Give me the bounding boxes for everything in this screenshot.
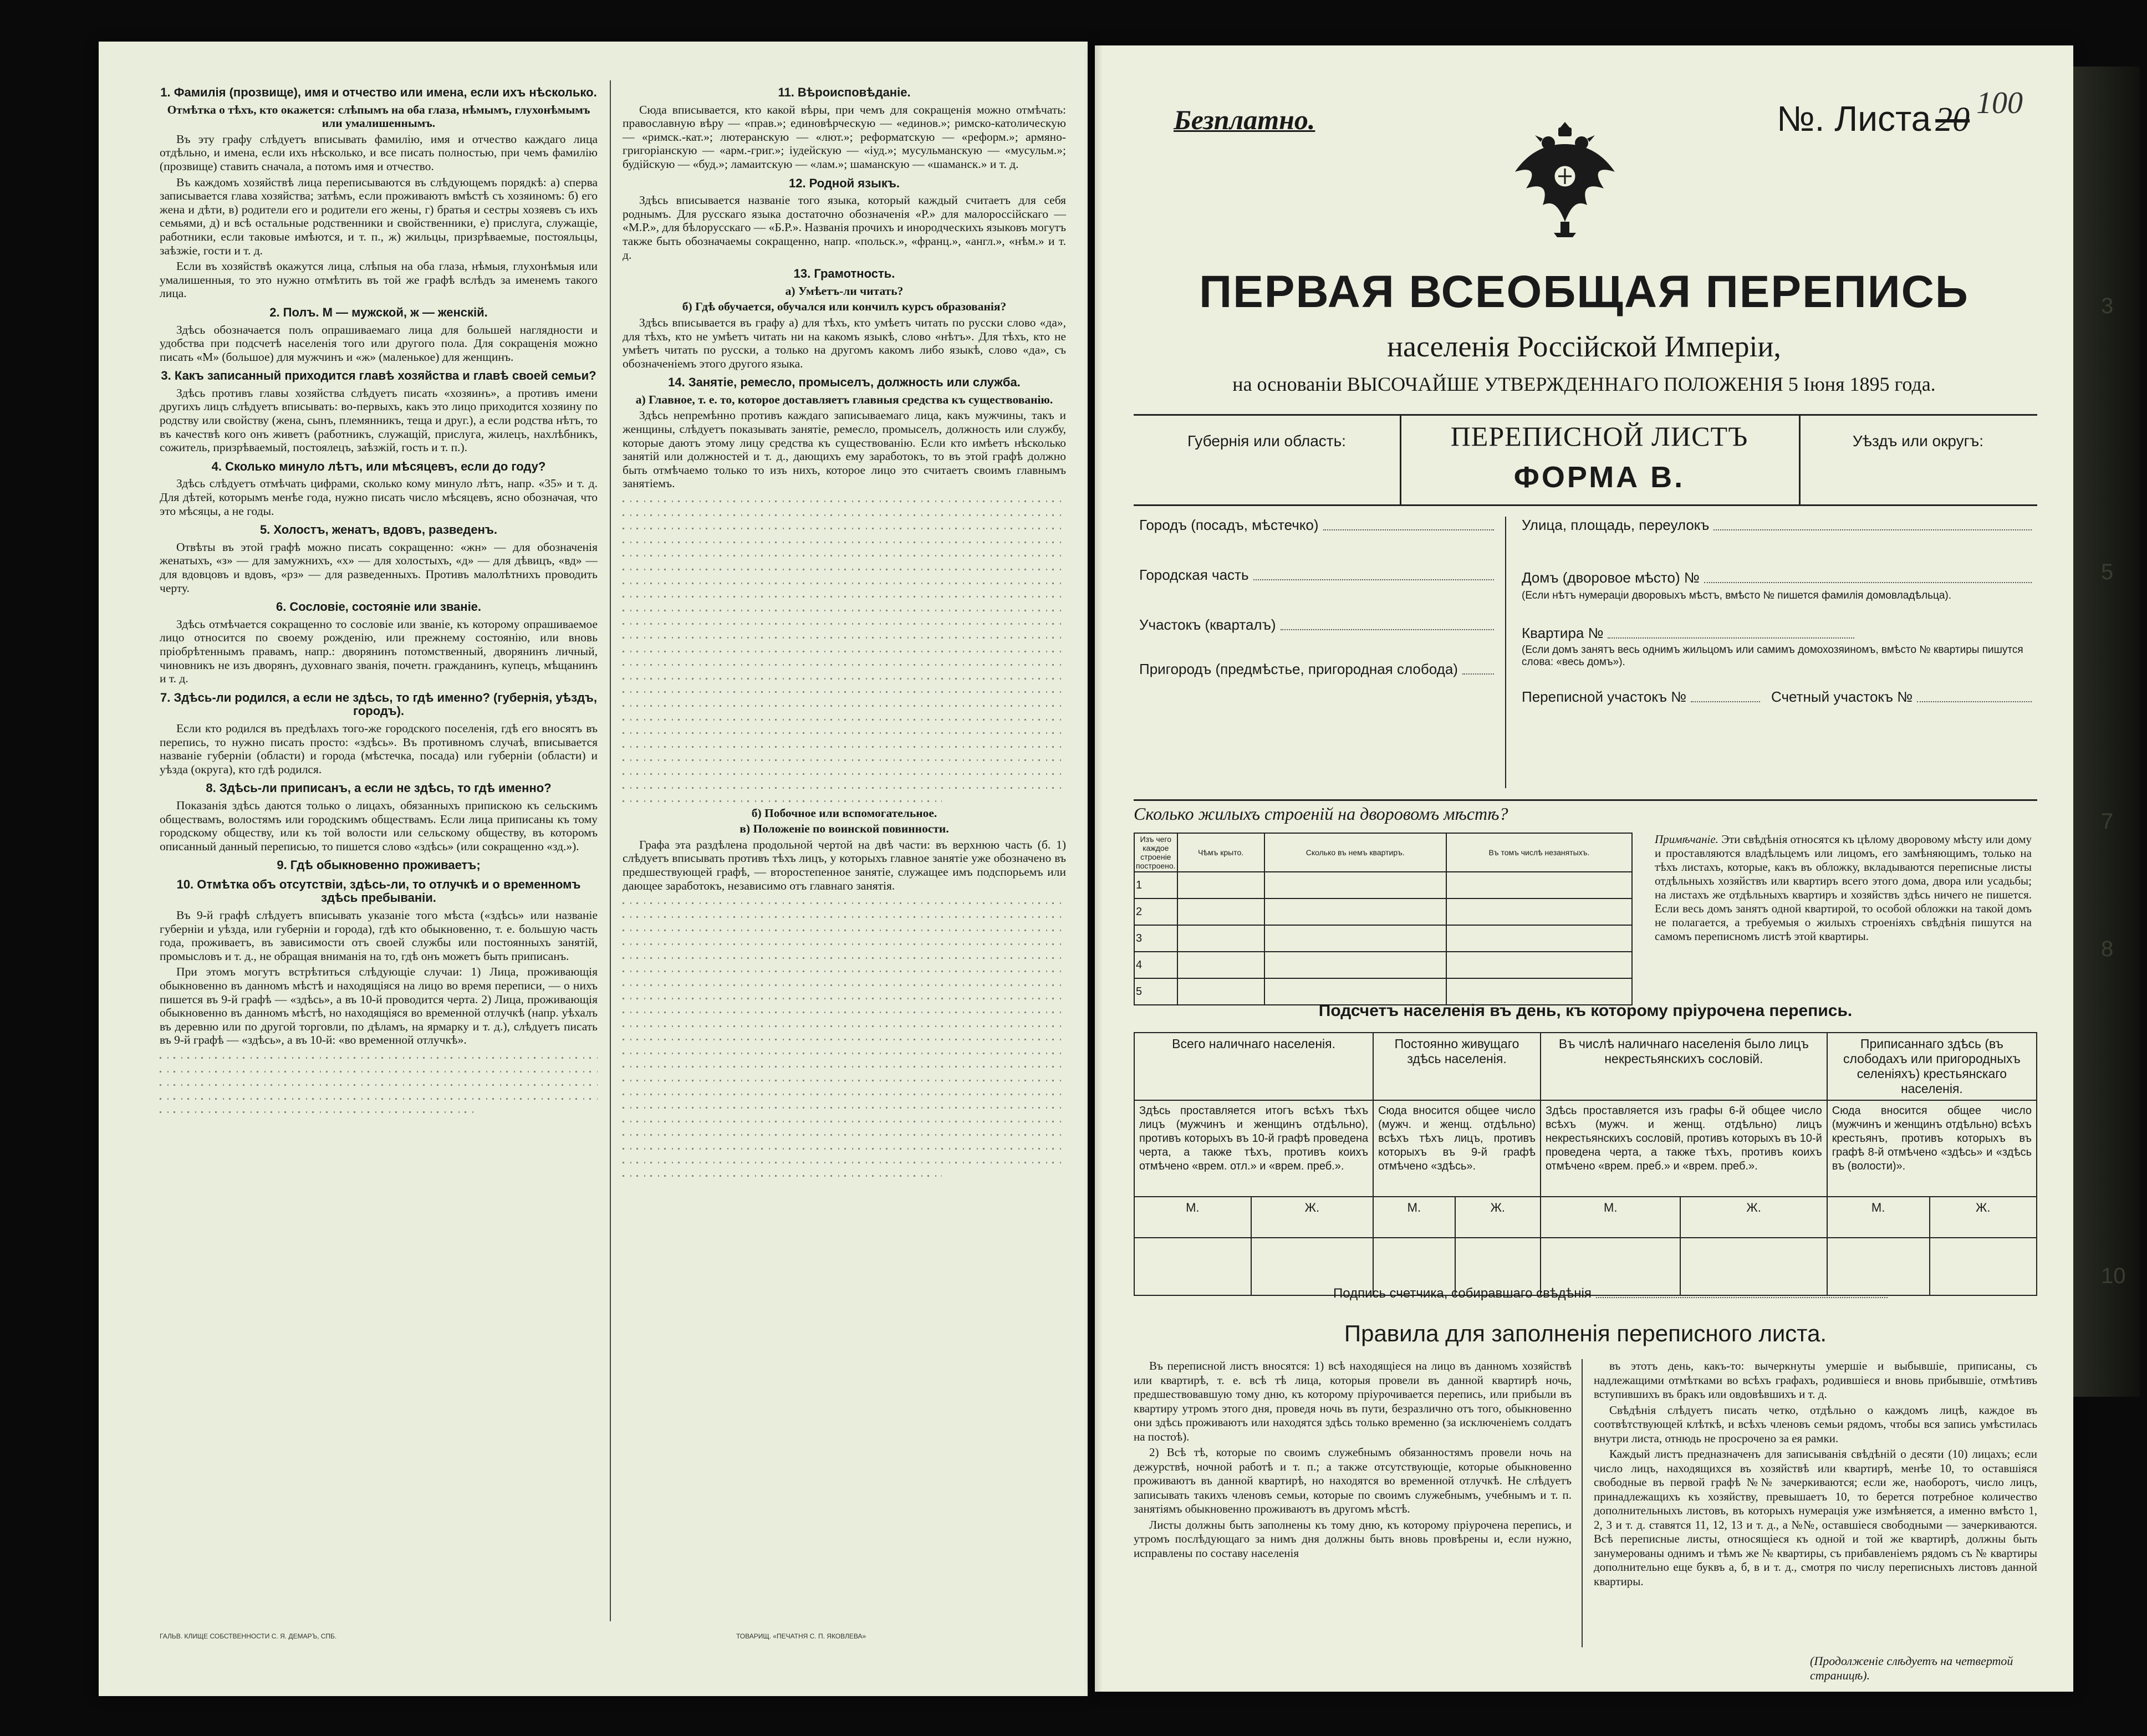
row-number: 2 xyxy=(1134,898,1177,925)
q7-text: Если кто родился въ предѣлахъ того-же городского поселенія, гдѣ его вносятъ въ перепись, то нужно писать просто: «здѣсь». Въ противномъ случаѣ, вписывается названіе губерніи (области) и города (мѣстечка, посада) или губерніи (области) и уѣзда (округа), кто гдѣ родился. xyxy=(160,721,598,776)
table-row xyxy=(1134,898,1632,925)
q2-text: Здѣсь обозначается полъ опрашиваемаго лица для большей наглядности и удобства при подсчетѣ населенія того или другого пола. Для сокращенія можно писать «М» (большое) для мужчинъ и «ж» (маленькое) для женщинъ. xyxy=(160,323,598,364)
male-label: М. xyxy=(1827,1197,1930,1238)
counting-area-label: Счетный участокъ № xyxy=(1771,688,1913,705)
q13-text: Здѣсь вписывается въ графу а) для тѣхъ, кто умѣетъ читать по русски слово «да», для тѣхъ, кто не умѣетъ читать ни на какомъ языкѣ, слово «нѣтъ». Для тѣхъ, кто не умѣетъ читать по русски, а только на другомъ какомъ либо языкѣ, слово «да», съ обозначеніемъ этого другого языка. xyxy=(623,315,1066,370)
province-cell[interactable] xyxy=(1134,416,1401,504)
buildings-note xyxy=(1655,833,2032,943)
count-header-non-peasant: Въ числѣ наличнаго населенія было лицъ некрестьянскихъ сословій. xyxy=(1541,1033,1827,1100)
signature-field[interactable] xyxy=(1333,1286,1888,1301)
q6-text: Здѣсь отмѣчается сокращенно то сословіе или званіе, къ которому опрашиваемое лицо относится по своему рожденію, или прежнему состоянію, или вновь пріобрѣтеннымъ правамъ, напр.: дворянинъ потомственный, дворянинъ личный, чиновникъ не изъ дворянъ, духовнаго званія, почетн. гражданинъ, купецъ, мѣщанинъ и т. д. xyxy=(160,617,598,686)
address-block xyxy=(1134,506,2037,801)
count-desc-permanent: Сюда вносится общее число (мужч. и женщ. отдѣльно) всѣхъ тѣхъ лицъ, противъ которыхъ въ 9-й графѣ отмѣчено «здѣсь». xyxy=(1373,1100,1541,1197)
rules-paragraph: въ этотъ день, какъ-то: вычеркнуты умершіе и выбывшіе, приписаны, съ надлежащими отмѣтками во всѣхъ графахъ, родившіеся и вновь прибывшіе, отмѣтивъ вступившихъ въ бракъ или овдовѣвшихъ и т. д. xyxy=(1594,1359,2037,1401)
right-page xyxy=(1095,45,2073,1692)
female-label: Ж. xyxy=(1455,1197,1541,1238)
rules-paragraph: 2) Всѣ тѣ, которые по своимъ служебнымъ обязанностямъ провели ночь на дежурствѣ, ночной работѣ и т. п.; а также отсутствующіе, которые обыкновенно проживаютъ въ данной квартирѣ, но находятся во временной отлучкѣ. Не слѣдуетъ записывать такихъ членовъ семьи, которые по своимъ служебнымъ, учебнымъ и т. п. занятіямъ обыкновенно проживаютъ въ другомъ мѣстѣ. xyxy=(1134,1446,1572,1515)
neighbor-digit: 7 xyxy=(2101,809,2114,834)
form-header xyxy=(1134,414,2037,506)
suburb-label: Пригородъ (предмѣстье, пригородная слобода) xyxy=(1139,661,1458,677)
rules-paragraph: Листы должны быть заполнены къ тому дню, къ которому пріурочена перепись, и утромъ послѣдующаго за нимъ дня должны быть вновь провѣрены и, если нужно, исправлены по составу населенія xyxy=(1134,1518,1572,1560)
printer-imprint: ГАЛЬВ. КЛИЩЕ СОБСТВЕННОСТИ С. Я. ДЕМАРЪ, СПБ. xyxy=(160,1632,337,1640)
rules-column-2 xyxy=(1594,1359,2037,1590)
q5-text: Отвѣты въ этой графѣ можно писать сокращенно: «жн» — для обозначенія женатыхъ, «з» — для замужнихъ, «х» — для холостыхъ, «д» — для дѣвицъ, «вд» — для вдовцовъ и вдовъ, «рз» — для разведенныхъ. Противъ малолѣтнихъ проводить черту. xyxy=(160,540,598,595)
house-note: (Если нѣтъ нумераціи дворовыхъ мѣстъ, вмѣсто № пишется фамилія домовладѣльца). xyxy=(1522,590,1952,601)
table-cell[interactable] xyxy=(1177,898,1264,925)
neighbor-digit: 10 xyxy=(2101,1264,2126,1288)
main-title: ПЕРВАЯ ВСЕОБЩАЯ ПЕРЕПИСЬ xyxy=(1199,267,1969,317)
q8-text: Показанія здѣсь даются только о лицахъ, обязанныхъ припискою къ сельскимъ обществамъ, волостямъ или городскимъ обществамъ. Если лица приписаны къ тому городскому обществу, или къ той волости или сельскому обществу, въ которомъ описанный данный переписью, то пишется слово «здѣсь» (или сокращенно «зд.»). xyxy=(160,798,598,853)
q2-title: 2. Полъ. М — мужской, ж — женскій. xyxy=(269,305,488,319)
neighbor-digit: 5 xyxy=(2101,560,2114,584)
buildings-title: Сколько жилыхъ строеній на дворовомъ мѣстѣ? xyxy=(1134,804,1508,824)
rules-title: Правила для заполненія переписного листа. xyxy=(1344,1320,1827,1346)
buildings-header-roof: Чѣмъ крыто. xyxy=(1177,833,1264,872)
q14-b: б) Побочное или вспомогательное. xyxy=(751,806,937,820)
table-cell[interactable] xyxy=(1264,952,1446,978)
male-label: М. xyxy=(1541,1197,1680,1238)
buildings-table xyxy=(1134,833,1633,1005)
left-page xyxy=(99,42,1088,1696)
continued-note: (Продолженіе слѣдуетъ на четвертой страницѣ). xyxy=(1810,1654,2013,1682)
q5-title: 5. Холостъ, женатъ, вдовъ, разведенъ. xyxy=(259,523,498,537)
table-cell[interactable] xyxy=(1264,978,1446,1005)
signature-label: Подпись счетчика, собиравшаго свѣдѣнія xyxy=(1333,1286,1592,1301)
male-label: М. xyxy=(1373,1197,1455,1238)
q14-text: Здѣсь непремѣнно противъ каждаго записываемаго лица, какъ мужчины, такъ и женщины, слѣдуетъ показывать занятіе, ремесло, промыселъ, должность или службу, которые даютъ этому лицу средства къ существованію. Если кто имѣетъ нѣсколько занятій или должностей и т. д., дающихъ ему заработокъ, то въ этой графѣ должно быть отмѣчаемо только то изъ нихъ, которое лицо это считаетъ своимъ главнымъ занятіемъ. xyxy=(623,409,1066,491)
q6-title: 6. Сословіе, состояніе или званіе. xyxy=(276,600,482,614)
double-headed-eagle-icon xyxy=(1509,111,1620,238)
rules-paragraph: Каждый листъ предназначенъ для записыванія свѣдѣній о десяти (10) лицахъ; если число лицъ, находящихся въ хозяйствѣ или квартирѣ, менѣе 10, то оставшіяся свободные въ первой графѣ №№ зачеркиваются; если же, наоборотъ, число лицъ, принадлежащихъ къ хозяйству, превышаетъ 10, то берется потребное количество дополнительныхъ листовъ, въ которыхъ нумерація уже измѣняется, а именно вмѣсто 1, 2, 3 и т. д. ставятся 11, 12, 13 и т. д., а №№, оставшіеся свободными — зачеркиваются. Всѣ переписные листы, относящіеся къ одной и той же квартирѣ, должны быть занумерованы однимъ и тѣмъ же № квартиры, съ прибавленіемъ рядомъ съ № квартиры дополнительно еще буквъ а, б, в и т. д., смотря по числу переписныхъ листовъ данной квартиры. xyxy=(1594,1447,2037,1588)
count-header-permanent: Постоянно живущаго здѣсь населенія. xyxy=(1373,1033,1541,1100)
census-area-field[interactable] xyxy=(1522,688,1760,706)
buildings-header-vacant: Въ томъ числѣ незанятыхъ. xyxy=(1446,833,1632,872)
neighbor-digit: 8 xyxy=(2101,937,2114,961)
table-row xyxy=(1134,872,1632,898)
suburb-field[interactable] xyxy=(1139,661,1494,678)
table-cell[interactable] xyxy=(1177,952,1264,978)
count-desc-non-peasant: Здѣсь проставляется изъ графы 6-й общее число всѣхъ (мужч. и женщ. отдѣльно) лицъ некрестьянскихъ сословій, противъ которыхъ въ 10-й проведена черта, а также тѣхъ, противъ коихъ отмѣчено «врем. преб.» и «врем. преб.». xyxy=(1541,1100,1827,1197)
q4-text: Здѣсь слѣдуетъ отмѣчать цифрами, сколько кому минуло лѣтъ, напр. «35» и т. д. Для дѣтей, которымъ менѣе года, нужно писать число мѣсяцевъ, ясно обозначая, что это мѣсяцы, а не годы. xyxy=(160,477,598,518)
count-cell[interactable] xyxy=(1930,1238,2037,1295)
apartment-field[interactable] xyxy=(1522,625,1854,642)
row-number: 1 xyxy=(1134,872,1177,898)
q14-text-2: Графа эта раздѣлена продольной чертой на двѣ части: въ верхнюю часть (б. 1) слѣдуетъ вписывать противъ тѣхъ лицъ, у которыхъ главное занятіе уже обозначено въ предшествующей графѣ, — второстепенное занятіе, служащее имъ подспорьемъ или дающее заработокъ, независимо отъ главнаго занятія. xyxy=(623,838,1066,892)
male-label: М. xyxy=(1134,1197,1251,1238)
table-cell[interactable] xyxy=(1177,978,1264,1005)
q11-text: Сюда вписывается, кто какой вѣры, при чемъ для сокращенія можно отмѣчать: православную вѣру — «прав.»; единовѣрческую — «единов.»; римско-католическую — «римск.-кат.»; лютеранскую — «лют.»; реформатскую — «реформ.»; армяно-григоріанскую — «арм.-григ.»; іудейскую — «іуд.»; мусульманскую — «мусульм.»; будійскую — «буд.»; ламаитскую — «лам.»; шаманскую — «шаманск.» и т. д. xyxy=(623,103,1066,171)
printer-imprint: ТОВАРИЩ. «ПЕЧАТНЯ С. П. ЯКОВЛЕВА» xyxy=(736,1632,866,1640)
count-desc-peasant: Сюда вносится общее число (мужчинъ и женщинъ отдѣльно) всѣхъ крестьянъ, противъ которыхъ въ графѣ 8-й отмѣчено «здѣсь» и «здѣсь въ (волости)». xyxy=(1827,1100,2037,1197)
buildings-header-apartments: Сколько въ немъ квартиръ. xyxy=(1264,833,1446,872)
q12-title: 12. Родной языкъ. xyxy=(788,176,900,190)
house-field[interactable] xyxy=(1522,569,2032,586)
table-cell[interactable] xyxy=(1446,978,1632,1005)
rules-paragraph: Въ переписной листъ вносятся: 1) всѣ находящіеся на лицо въ данномъ хозяйствѣ или квартирѣ, т. е. всѣ тѣ лица, которыя провели въ данной квартирѣ ночь, предшествовавшую тому дню, къ которому пріурочивается перепись, или прибыли въ квартиру утромъ этого дня, проведя ночь въ пути, безразлично отъ того, обыкновенно они здѣсь проживаютъ или находятся здѣсь только временно (за исключеніемъ солдатъ на постоѣ). xyxy=(1134,1359,1572,1443)
q9-text: Въ 9-й графѣ слѣдуетъ вписывать указаніе того мѣста («здѣсь» или названіе губерніи и уѣзда, или губерніи и города), гдѣ кто обыкновенно, т. е. большую часть года, проживаетъ, въ зависимости отъ своей службы или постоянныхъ занятій, промысловъ и т. д., не обращая вниманія на то, гдѣ онъ можетъ быть приписанъ. xyxy=(160,908,598,963)
table-row xyxy=(1134,978,1632,1005)
q7-title: 7. Здѣсь-ли родился, а если не здѣсь, то гдѣ именно? (губернія, уѣздъ, городъ). xyxy=(160,690,597,718)
count-desc-total: Здѣсь проставляется итогъ всѣхъ тѣхъ лицъ (мужчинъ и женщинъ отдѣльно), противъ которыхъ въ 10-й графѣ проведена черта, а также тѣхъ, противъ коихъ отмѣчено «врем. отл.» и «врем. преб.». xyxy=(1134,1100,1373,1197)
city-part-field[interactable] xyxy=(1139,566,1494,584)
count-cell[interactable] xyxy=(1134,1238,1251,1295)
q13-a: а) Умѣетъ-ли читать? xyxy=(785,284,904,298)
table-cell[interactable] xyxy=(1264,872,1446,898)
q4-title: 4. Сколько минуло лѣтъ, или мѣсяцевъ, если до году? xyxy=(211,459,546,473)
row-number: 4 xyxy=(1134,952,1177,978)
note-lead: Примѣчаніе. xyxy=(1655,833,1718,846)
text-filler xyxy=(623,493,1066,806)
q1-text: Въ каждомъ хозяйствѣ лица переписываются въ слѣдующемъ порядкѣ: а) сперва записывается глава хозяйства; затѣмъ, если проживаютъ вмѣстѣ съ хозяиномъ: б) его жена и дѣти, в) родители его и родители его жены, г) братья и сестры хозяевъ съ ихъ семьями, д) и всѣ остальные родственники и свойственники, е) прислуга, служащіе, работники, если таковые имѣются, и т. п., ж) жильцы, призрѣваемые, постояльцы, заѣзжіе, гости и т. д. xyxy=(160,175,598,257)
buildings-header-material: Изъ чего каждое строеніе построено. xyxy=(1134,833,1177,872)
table-cell[interactable] xyxy=(1264,925,1446,952)
q8-title: 8. Здѣсь-ли приписанъ, а если не здѣсь, то гдѣ именно? xyxy=(206,781,552,795)
sheet-number-value: 20 xyxy=(1935,101,1970,139)
district-cell[interactable] xyxy=(1799,416,2037,504)
q13-b: б) Гдѣ обучается, обучался или кончилъ курсъ образованія? xyxy=(682,300,1007,314)
female-label: Ж. xyxy=(1251,1197,1374,1238)
row-number: 3 xyxy=(1134,925,1177,952)
q14-a: а) Главное, т. е. то, которое доставляетъ главныя средства къ существованію. xyxy=(635,392,1053,406)
count-header-peasant: Приписаннаго здѣсь (въ слободахъ или пригородныхъ селеніяхъ) крестьянскаго населенія. xyxy=(1827,1033,2037,1100)
column-divider xyxy=(1582,1359,1583,1647)
table-cell[interactable] xyxy=(1177,925,1264,952)
table-row xyxy=(1134,952,1632,978)
district-label: Уѣздъ или округъ: xyxy=(1852,432,1984,450)
row-number: 5 xyxy=(1134,978,1177,1005)
subtitle: населенія Россійской Имперіи, xyxy=(1387,330,1781,363)
city-label: Городъ (посадъ, мѣстечко) xyxy=(1139,517,1319,533)
rules-paragraph: Свѣдѣнія слѣдуетъ писать четко, отдѣльно о каждомъ лицѣ, каждое въ соотвѣтствующей клѣткѣ, и всѣхъ членовъ семьи рядомъ, чтобы вся запись умѣстилась внутри листа, отнюдь не просрочено за ея рамки. xyxy=(1594,1403,2037,1445)
table-cell[interactable] xyxy=(1177,872,1264,898)
address-divider xyxy=(1505,517,1506,788)
city-field[interactable] xyxy=(1139,517,1494,534)
table-cell[interactable] xyxy=(1446,898,1632,925)
text-filler xyxy=(160,1049,598,1117)
table-cell[interactable] xyxy=(1264,898,1446,925)
q10-title: 10. Отмѣтка объ отсутствіи, здѣсь-ли, то отлучкѣ и о временномъ здѣсь пребываніи. xyxy=(176,877,581,905)
rules-column-1 xyxy=(1134,1359,1572,1562)
sheet-title: ПЕРЕПИСНОЙ ЛИСТЪ xyxy=(1450,421,1748,452)
handwritten-number: 100 xyxy=(1976,86,2023,120)
neighbor-digit: 3 xyxy=(2101,294,2114,318)
q1-subtitle: Отмѣтка о тѣхъ, кто окажется: слѣпымъ на оба глаза, нѣмымъ, глухонѣмымъ или умалишеннымъ. xyxy=(167,103,590,130)
count-header-total: Всего наличнаго населенія. xyxy=(1134,1033,1373,1100)
apartment-note: (Если домъ занятъ весь однимъ жильцомъ или самимъ домохозяиномъ, вмѣсто № квартиры пишутся слова: «весь домъ»). xyxy=(1522,644,2023,668)
form-letter: ФОРМА В. xyxy=(1513,461,1685,494)
female-label: Ж. xyxy=(1930,1197,2037,1238)
instructions-column-2 xyxy=(623,80,1066,1181)
q11-title: 11. Вѣроисповѣданіе. xyxy=(778,85,911,99)
q9-title: 9. Гдѣ обыкновенно проживаетъ; xyxy=(277,858,481,872)
province-label: Губернія или область: xyxy=(1187,432,1346,450)
counting-area-field[interactable] xyxy=(1771,688,2032,706)
table-row xyxy=(1134,925,1632,952)
neighbor-page-edge xyxy=(2073,67,2140,1397)
sheet-number-label: №. Листа xyxy=(1777,99,1931,139)
street-field[interactable] xyxy=(1522,517,2032,534)
text-filler xyxy=(623,895,1066,1181)
population-count-table xyxy=(1134,1032,2037,1296)
precinct-label: Участокъ (кварталъ) xyxy=(1139,616,1276,633)
table-cell[interactable] xyxy=(1446,925,1632,952)
q14-b2: в) Положеніе по воинской повинности. xyxy=(740,822,949,836)
house-label: Домъ (дворовое мѣсто) № xyxy=(1522,569,1700,586)
q14-title: 14. Занятіе, ремесло, промыселъ, должность или служба. xyxy=(668,375,1021,390)
q1-text: Если въ хозяйствѣ окажутся лица, слѣпыя на оба глаза, нѣмыя, глухонѣмыя или умалишенныя, то это нужно отмѣтить въ той же графѣ вслѣдъ за именемъ такого лица. xyxy=(160,259,598,300)
page-fold xyxy=(1095,45,1103,1692)
apartment-label: Квартира № xyxy=(1522,625,1604,641)
census-area-label: Переписной участокъ № xyxy=(1522,688,1687,705)
q3-text: Здѣсь противъ главы хозяйства слѣдуетъ писать «хозяинъ», а противъ имени другихъ лицъ слѣдуетъ вписывать: во-первыхъ, какъ это лицо приходится хозяину по родству или свойству (жена, сынъ, племянникъ, теща и друг.), а если родства нѣтъ, то въ качествѣ кого онъ живетъ (работникъ, служащій, прислуга, жилецъ, нахлѣбникъ, сожитель, призрѣваемый, постоялецъ, заѣзжій, гость и т. п.). xyxy=(160,386,598,455)
column-divider xyxy=(610,80,611,1621)
q13-title: 13. Грамотность. xyxy=(793,267,895,281)
free-label: Безплатно. xyxy=(1174,104,1315,135)
basis-line: на основаніи ВЫСОЧАЙШЕ УТВЕРЖДЕННАГО ПОЛОЖЕНІЯ 5 Іюня 1895 года. xyxy=(1232,373,1936,395)
female-label: Ж. xyxy=(1680,1197,1827,1238)
sheet-title-cell xyxy=(1400,416,1801,504)
table-cell[interactable] xyxy=(1446,872,1632,898)
q12-text: Здѣсь вписывается названіе того языка, который каждый считаетъ для себя роднымъ. Для русскаго языка достаточно обозначенія «Р.» для малороссійскаго — «М.Р.», для бѣлорусскаго — «Б.Р.». Названія прочихъ и инородческихъ языковъ могутъ также быть обозначаемы сокращенно, напр. «польск.», «франц.», «англ.», «нѣм.» и т. д. xyxy=(623,193,1066,262)
q1-text: Въ эту графу слѣдуетъ вписывать фамилію, имя и отчество каждаго лица отдѣльно, и имена, если ихъ нѣсколько, и все писать полностью, при чемъ фамилію (прозвище) ставить сначала, а потомъ имя и отчество. xyxy=(160,132,598,173)
q1-title: 1. Фамилія (прозвище), имя и отчество или имена, если ихъ нѣсколько. xyxy=(160,85,597,99)
sheet-number xyxy=(1777,98,1970,140)
q3-title: 3. Какъ записанный приходится главѣ хозяйства и главѣ своей семьи? xyxy=(161,369,596,383)
population-count-title: Подсчетъ населенія въ день, къ которому пріурочена перепись. xyxy=(1318,1002,1853,1020)
note-text: Эти свѣдѣнія относятся къ цѣлому дворовому мѣсту или дому и проставляются владѣльцемъ или лицомъ, его замѣняющимъ, только на тѣхъ листахъ, которые, какъ въ обложку, вкладываются переписные листы отдѣльныхъ хозяйствъ или квартиръ всего этого дома, двора или усадьбы; на листахъ же отдѣльныхъ квартиръ и хозяйствъ здѣсь ничего не пишется. Если весь домъ занятъ одной квартирой, то особой обложки на такой домъ не полагается, а требуемыя о жилыхъ строеніяхъ свѣдѣнія пишутся на самомъ переписномъ листѣ этой квартиры. xyxy=(1655,833,2032,943)
city-part-label: Городская часть xyxy=(1139,566,1249,583)
street-label: Улица, площадь, переулокъ xyxy=(1522,517,1710,533)
q9-text: При этомъ могутъ встрѣтиться слѣдующіе случаи: 1) Лица, проживающія обыкновенно въ данномъ мѣстѣ и находящіяся на лицо во время переписи, — о нихъ пишется въ 9-й графѣ — «здѣсь», а въ 10-й проводится черта. 2) Лица, проживающія обыкновенно въ данномъ мѣстѣ, но находящіяся во временной отлучкѣ (напр. уѣхалъ въ деревню или по другой торговли, по дѣламъ, на ярмарку и т. д.), слѣдуетъ писать въ 9-й графѣ — «здѣсь», а въ 10-й: «во временной отлучкѣ». xyxy=(160,965,598,1047)
instructions-column-1 xyxy=(160,80,598,1117)
precinct-field[interactable] xyxy=(1139,616,1494,634)
table-cell[interactable] xyxy=(1446,952,1632,978)
